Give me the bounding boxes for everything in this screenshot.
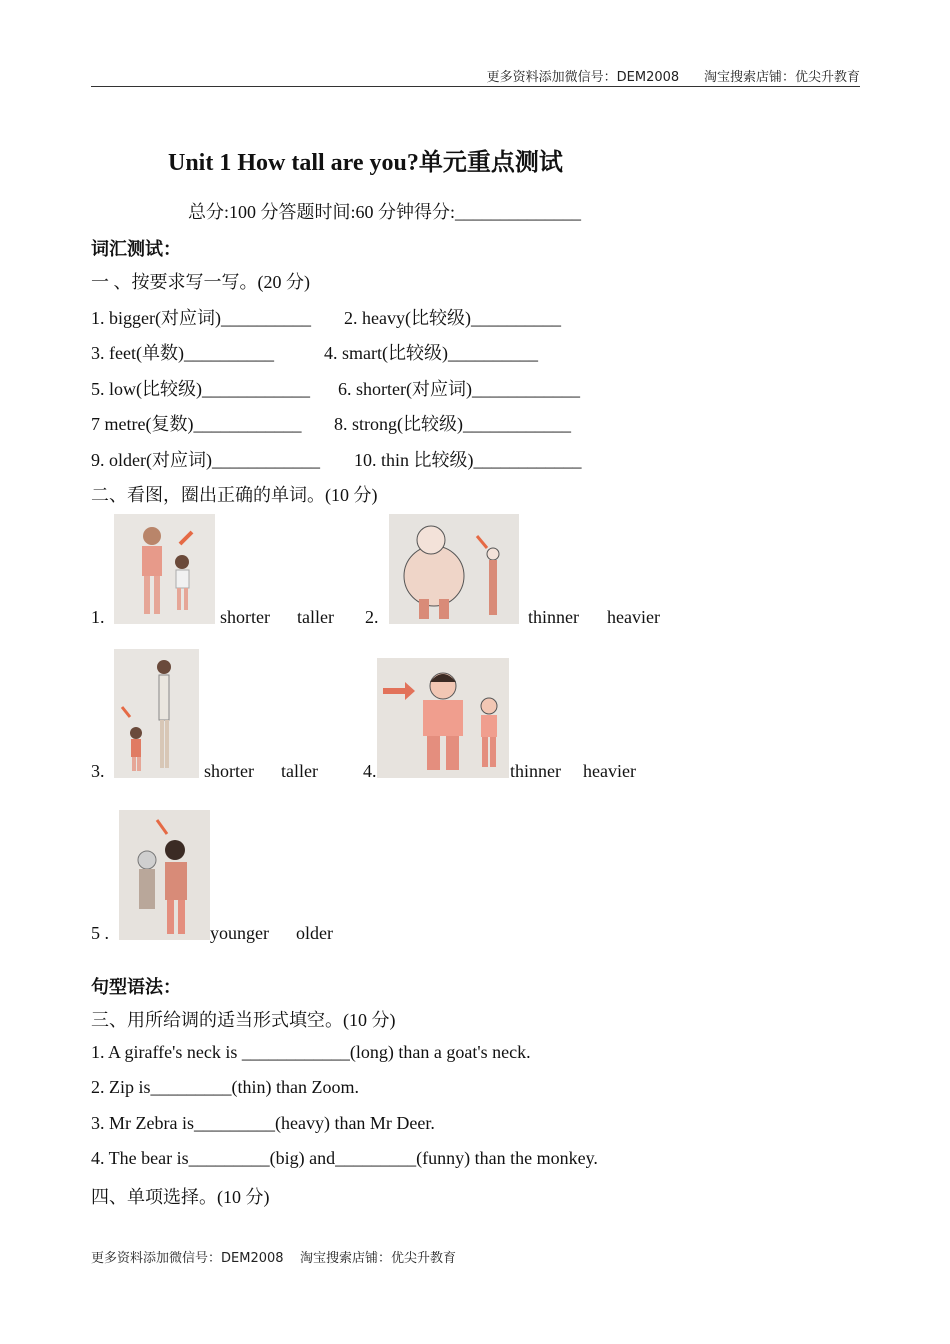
part3-heading: 三、用所给调的适当形式填空。(10 分) [91,1010,396,1030]
score-line: 总分:100 分答题时间:60 分钟得分:______________ [188,202,582,222]
part2-item1-opt1[interactable]: shorter [220,607,270,627]
part2-item3-opt2[interactable]: taller [281,761,318,781]
part2-item5-num: 5 . [91,923,109,943]
part1-q8: 8. strong(比较级)____________ [334,414,571,434]
part1-q4: 4. smart(比较级)__________ [324,343,538,363]
page-header [91,64,860,87]
part2-item5-opt2[interactable]: older [296,923,333,943]
part2-item4-num: 4. [363,761,377,781]
woman-and-girl-picture [114,514,215,624]
part2-item2-opt2[interactable]: heavier [607,607,660,627]
part2-item4-opt1[interactable]: thinner [510,761,561,781]
part1-heading: 一 、按要求写一写。(20 分) [91,272,310,292]
big-and-small-boys-picture [377,658,509,778]
part3-q2: 2. Zip is_________(thin) than Zoom. [91,1077,359,1097]
young-and-old-men-picture [119,810,210,940]
part1-q10: 10. thin 比较级)____________ [354,450,582,470]
part3-q1: 1. A giraffe's neck is ____________(long) than a goat's neck. [91,1042,531,1062]
page-footer: 更多资料添加微信号：DEM2008 淘宝搜索店铺：优尖升教育 [91,1251,457,1266]
part2-item1-opt2[interactable]: taller [297,607,334,627]
part2-heading: 二、看图，圈出正确的单词。(10 分) [91,485,378,505]
part1-q3: 3. feet(单数)__________ [91,343,274,363]
page-title: Unit 1 How tall are you?单元重点测试 [168,150,563,176]
part2-item1-num: 1. [91,607,105,627]
part1-q9: 9. older(对应词)____________ [91,450,320,470]
part2-item4-opt2[interactable]: heavier [583,761,636,781]
part1-q2: 2. heavy(比较级)__________ [344,308,561,328]
fat-and-thin-men-picture [389,514,519,624]
part3-q3: 3. Mr Zebra is_________(heavy) than Mr Deer. [91,1113,435,1133]
header-text: 更多资料添加微信号：DEM2008 淘宝搜索店铺：优尖升教育 [486,70,860,85]
part1-q5: 5. low(比较级)____________ [91,379,310,399]
part2-item3-num: 3. [91,761,105,781]
part3-q4: 4. The bear is_________(big) and_________(funny) than the monkey. [91,1148,598,1168]
grammar-heading: 句型语法： [91,977,181,998]
part1-q6: 6. shorter(对应词)____________ [338,379,580,399]
part1-q7: 7 metre(复数)____________ [91,414,302,434]
part4-heading: 四、单项选择。(10 分) [91,1187,270,1207]
part2-item2-opt1[interactable]: thinner [528,607,579,627]
part2-item5-opt1[interactable]: younger [210,923,269,943]
tall-and-short-men-picture [114,649,199,778]
part1-q1: 1. bigger(对应词)__________ [91,308,311,328]
vocab-heading: 词汇测试： [91,239,181,260]
part2-item2-num: 2. [365,607,379,627]
part2-item3-opt1[interactable]: shorter [204,761,254,781]
